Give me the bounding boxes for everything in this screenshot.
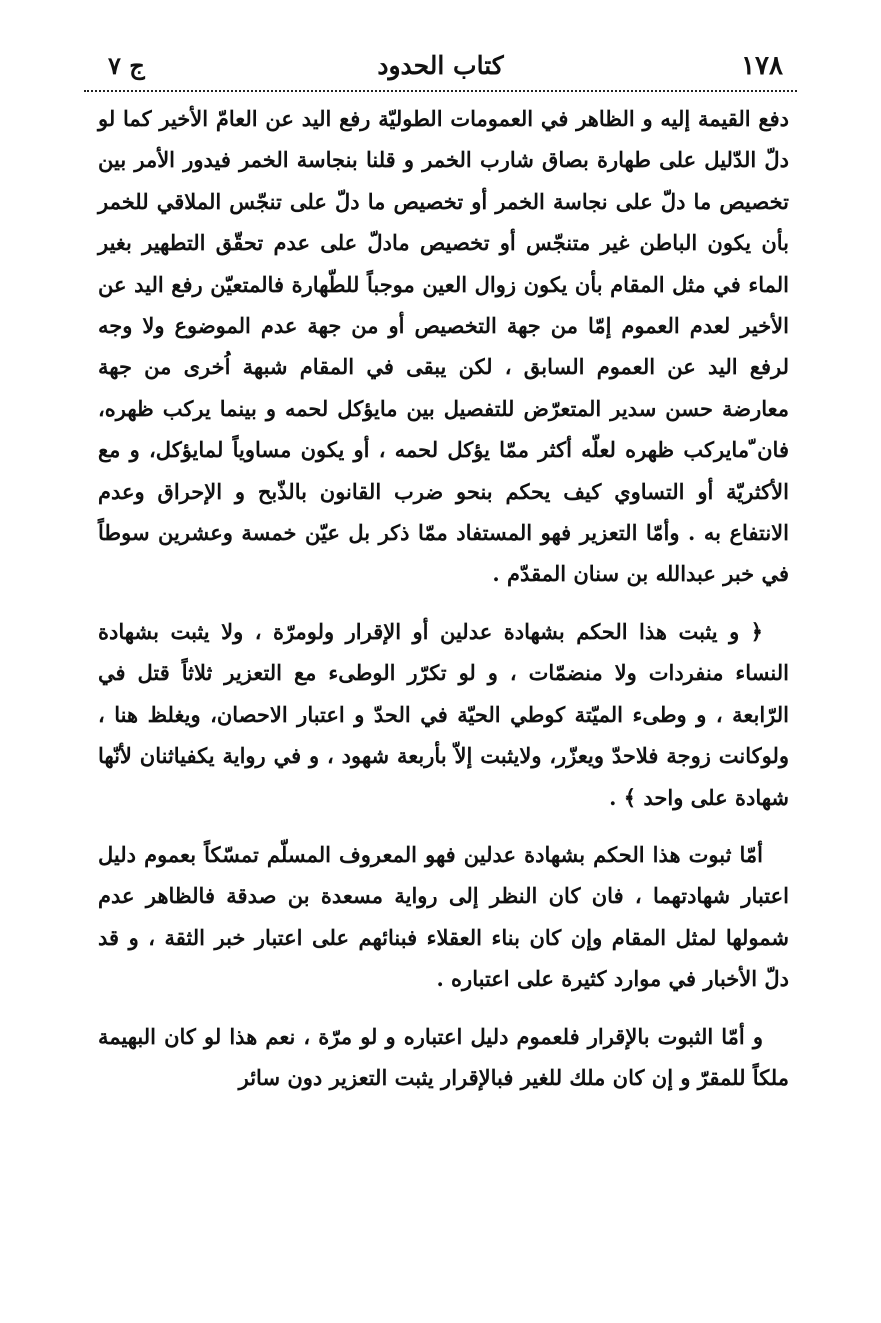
page-number: ١٧٨ [741, 51, 783, 81]
running-title: كتاب الحدود [377, 51, 504, 80]
volume-mark: ج ٧ [108, 51, 145, 80]
paragraph-commentary-3: و أمّا الثبوت بالإقرار فلعموم دليل اعتباره و لو مرّة ، نعم هذا لو كان البهيمة ملكاً للمقرّ و إن كان ملك للغير فبالإقرار يثبت التعزير دون سائر [98, 1023, 789, 1090]
header-divider [84, 90, 797, 92]
paragraph-commentary-2: أمّا ثبوت هذا الحكم بشهادة عدلين فهو المعروف المسلّم تمسّكاً بعموم دليل اعتبار شهادتهما ، فان كان النظر إلى رواية مسعدة بن صدقة فالظاهر عدم شمولها لمثل المقام وإن كان بناء العقلاء فبنائهم على اعتبار خبر الثقة ، و قد دلّ الأخبار في موارد كثيرة على اعتباره . [98, 841, 789, 992]
page-header [84, 46, 797, 86]
paragraph-commentary-1: دفع القيمة إليه و الظاهر في العمومات الطوليّة رفع اليد عن العامّ الأخير كما لو دلّ الدّليل على طهارة بصاق شارب الخمر و قلنا بنجاسة الخمر فيدور الأمر بين تخصيص ما دلّ على نجاسة الخمر أو تخصيص ما دلّ على تنجّس الملاقي للخمر بأن يكون الباطن غير متنجّس أو تخصيص مادلّ على عدم تحقّق التطهير بغير الماء في مثل المقام بأن يكون زوال العين موجباً للطّهارة فالمتعيّن رفع اليد عن الأخير لعدم العموم إمّا من جهة التخصيص أو من جهة عدم الموضوع ولا وجه لرفع اليد عن العموم السابق ، لكن يبقى في المقام شبهة اُخرى من جهة معارضة حسن سدير المتعرّض للتفصيل بين مايؤكل لحمه و بينما يركب ظهره، فان ّمايركب ظهره لعلّه أكثر ممّا يؤكل لحمه ، أو يكون مساوياً لمايؤكل، و مع الأكثريّة أو التساوي كيف يحكم بنحو ضرب القانون بالذّبح و الإحراق وعدم الانتفاع به . وأمّا التعزير فهو المستفاد ممّا ذكر بل عيّن خمسة وعشرين سوطاً في خبر عبدالله بن سنان المقدّم . [98, 106, 789, 587]
paragraph-main-text: ﴿ و يثبت هذا الحكم بشهادة عدلين أو الإقرار ولومرّة ، ولا يثبت بشهادة النساء منفردات ولا منضمّات ، و لو تكرّر الوطىء مع التعزير ثلاثاً قتل في الرّابعة ، و وطىء الميّتة كوطي الحيّة في الحدّ و اعتبار الاحصان، ويغلظ هنا ، ولوكانت زوجة فلاحدّ ويعزّر، ولايثبت إلاّ بأربعة شهود ، و في رواية يكفياثنان لأنّها شهادة على واحد ﴾ . [98, 618, 789, 810]
body-text [98, 98, 789, 1098]
